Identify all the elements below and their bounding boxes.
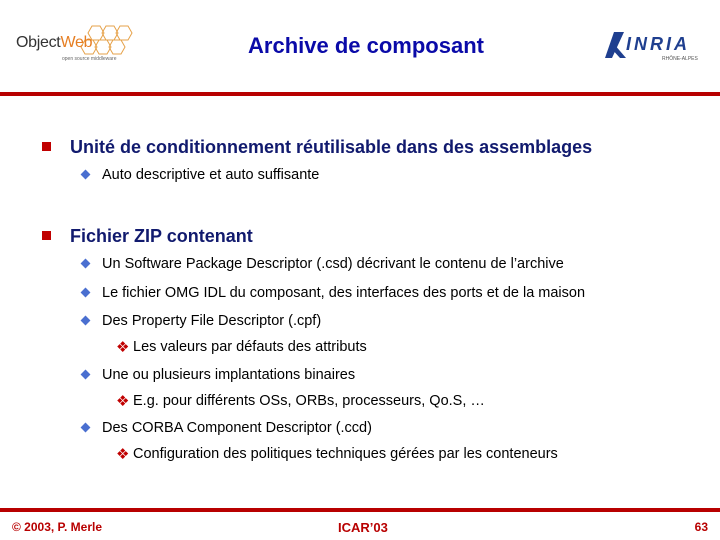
objectweb-wordmark: ObjectWeb [16,34,93,51]
inria-logo [600,30,710,66]
bullet-text: Des Property File Descriptor (.cpf) [102,313,322,329]
diamond-bullet-icon [81,259,91,269]
fleuron-bullet-icon: ❖ [116,446,130,463]
bullet-text: Le fichier OMG IDL du composant, des interfaces des ports et de la maison [102,285,586,301]
header-divider [0,92,720,96]
bullet-level2 [102,313,321,329]
diamond-bullet-icon [81,316,91,326]
footer-copyright: © 2003, P. Merle [12,520,103,534]
inria-tagline: RHÔNE-ALPES [662,56,698,62]
fleuron-bullet-icon: ❖ [116,393,130,410]
bullet-text: Des CORBA Component Descriptor (.ccd) [102,420,372,436]
square-bullet-icon [42,231,51,240]
inria-emblem-icon [602,30,628,60]
fleuron-bullet-icon: ❖ [116,339,130,356]
diamond-bullet-icon [81,288,91,298]
bullet-text: Un Software Package Descriptor (.csd) décrivant le contenu de l’archive [102,256,564,272]
bullet-level3 [116,393,485,410]
bullet-level2 [102,167,319,183]
bullet-level1 [70,226,253,247]
bullet-text: E.g. pour différents OSs, ORBs, processeurs, Qo.S, … [133,393,485,409]
bullet-level1 [70,137,592,158]
bullet-text: Fichier ZIP contenant [70,226,253,246]
inria-wordmark: INRIA [626,34,690,54]
bullet-text: Configuration des politiques techniques gérées par les conteneurs [133,446,558,462]
bullet-level2 [102,285,585,301]
bullet-level2 [102,256,564,272]
bullet-level2 [102,420,372,436]
objectweb-tagline: open source middleware [62,56,117,62]
diamond-bullet-icon [81,423,91,433]
slide-title: Archive de composant [248,33,484,58]
footer-page-number: 63 [694,520,708,534]
bullet-level2 [102,367,355,383]
bullet-text: Unité de conditionnement réutilisable dans des assemblages [70,137,593,157]
footer-divider [0,508,720,512]
bullet-level3 [116,339,367,356]
bullet-level3 [116,446,558,463]
footer-venue: ICAR’03 [338,520,388,535]
square-bullet-icon [42,142,51,151]
bullet-text: Auto descriptive et auto suffisante [102,167,320,183]
bullet-text: Une ou plusieurs implantations binaires [102,367,356,383]
diamond-bullet-icon [81,370,91,380]
diamond-bullet-icon [81,170,91,180]
bullet-text: Les valeurs par défauts des attributs [133,339,367,355]
